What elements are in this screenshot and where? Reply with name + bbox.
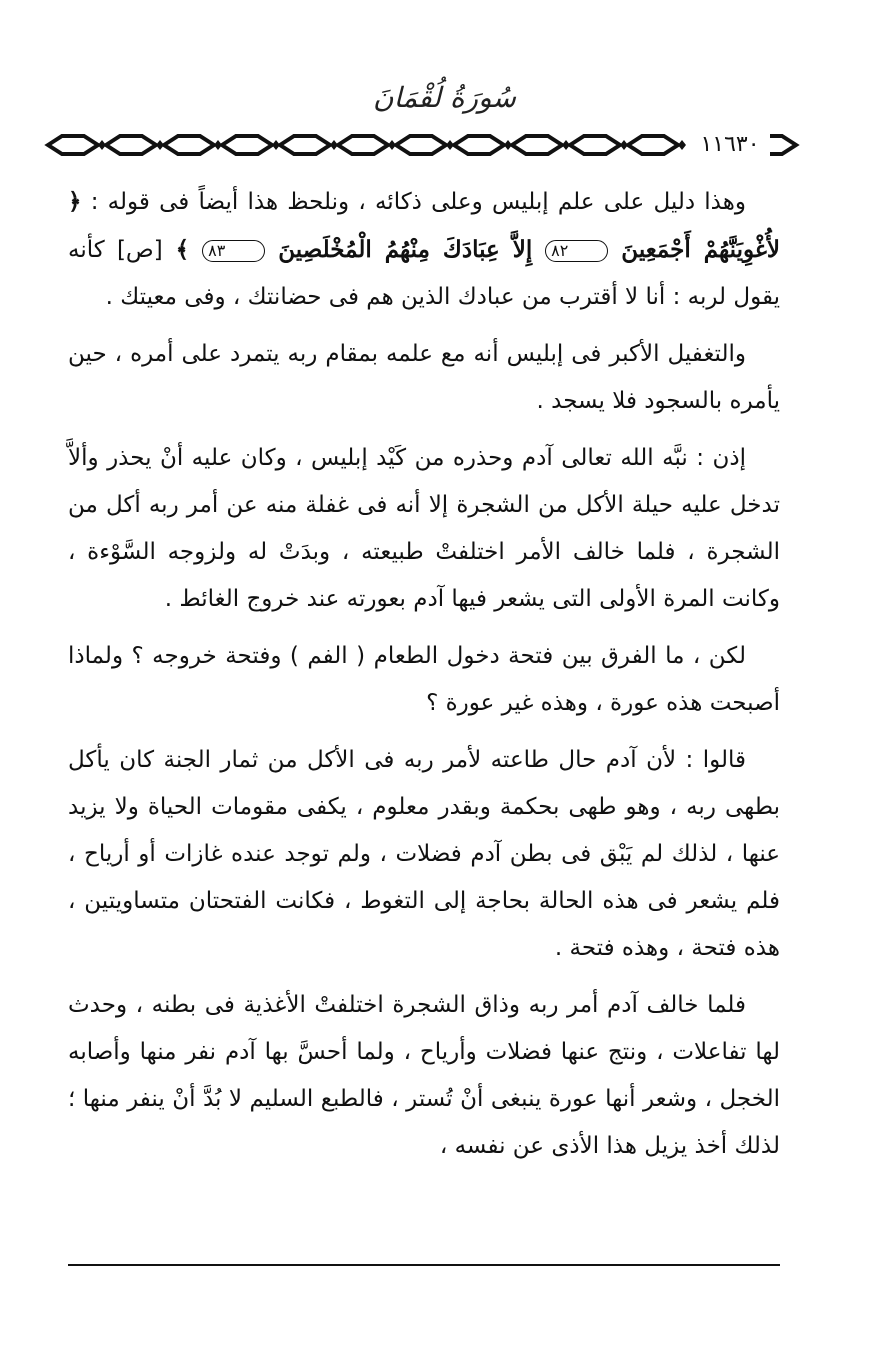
quran-verse-close: ﴾ xyxy=(162,236,203,263)
page-body xyxy=(68,178,780,1180)
paragraph: فلما خالف آدم أمر ربه وذاق الشجرة اختلفتْ الأغذية فى بطنه ، وحدث لها تفاعلات ، ونتج عنها فضلات وأرياح ، ولما أحسَّ بها آدم نفر منها وأصابه الخجل ، وشعر أنها عورة ينبغى أنْ تُستر ، فالطبع السليم لا بُدَّ أنْ ينفر منها ؛ لذلك أخذ يزيل هذا الأذى عن نفسه ، xyxy=(68,992,780,1159)
quran-verse: إِلاَّ عِبَادَكَ مِنْهُمُ الْمُخْلَصِينَ xyxy=(265,236,546,263)
verse-number: ٨٣ xyxy=(202,240,265,262)
verse-number: ٨٢ xyxy=(545,240,608,262)
paragraph xyxy=(68,178,780,321)
paragraph: لكن ، ما الفرق بين فتحة دخول الطعام ( الفم ) وفتحة خروجه ؟ ولماذا أصبحت هذه عورة ، وهذه غير عورة ؟ xyxy=(68,643,780,716)
paragraph: قالوا : لأن آدم حال طاعته لأمر ربه فى الأكل من ثمار الجنة كان يأكل بطهى ربه ، وهو طهى بحكمة وبقدر معلوم ، يكفى مقومات الحياة ولا يزيد عنها ، لذلك لم يَبْق فى بطن آدم فضلات ، ولم توجد عنده غازات أو أرياح ، فلم يشعر فى هذه الحالة بحاجة إلى التغوط ، فكانت الفتحتان متساويتين ، هذه فتحة ، وهذه فتحة . xyxy=(68,747,780,961)
surah-reference: [ص] xyxy=(116,237,163,263)
surah-title: سُورَةُ لُقْمَانَ xyxy=(373,81,516,114)
footer-rule xyxy=(68,1264,780,1266)
paragraph-text: وهذا دليل على علم إبليس وعلى ذكائه ، ونلحظ هذا أيضاً فى قوله : xyxy=(81,189,746,215)
paragraph: إذن : نبَّه الله تعالى آدم وحذره من كَيْد إبليس ، وكان عليه أنْ يحذر وألاَّ تدخل عليه حيلة الأكل من الشجرة إلا أنه فى غفلة منه عن أمر ربه أكل من الشجرة ، فلما خالف الأمر اختلفتْ طبيعته ، وبدَتْ له ولزوجه السَّوْءة ، وكانت المرة الأولى التى يشعر فيها آدم بعورته عند خروج الغائط . xyxy=(68,445,780,612)
paragraph: والتغفيل الأكبر فى إبليس أنه مع علمه بمقام ربه يتمرد على أمره ، حين يأمره بالسجود فلا يسجد . xyxy=(68,341,780,414)
paragraph-text: كأنه يقول لربه : أنا لا أقترب من عبادك الذين هم فى حضانتك ، وفى معيتك . xyxy=(68,237,780,310)
page-number: ١١٦٣٠ xyxy=(690,130,770,160)
quran-verse: ﴿ لأُغْوِيَنَّهُمْ أَجْمَعِينَ xyxy=(68,188,780,263)
